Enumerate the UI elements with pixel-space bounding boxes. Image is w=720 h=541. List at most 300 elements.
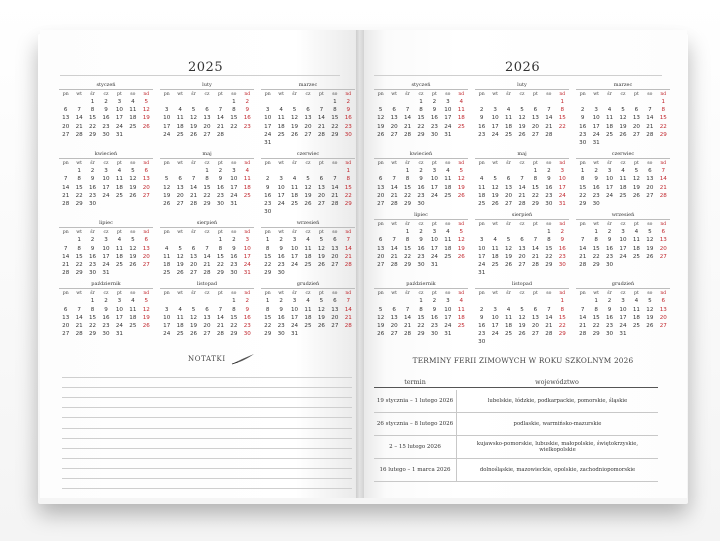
- day-cell: 26: [518, 331, 526, 338]
- day-cell: 23: [89, 262, 97, 269]
- day-cell: 14: [404, 314, 412, 321]
- day-cell: 16: [430, 314, 438, 321]
- day-cell: 3: [594, 107, 598, 114]
- day-cell: 5: [520, 306, 524, 313]
- month-rule: [261, 227, 355, 228]
- day-cell: 16: [592, 184, 600, 191]
- day-cell: 6: [378, 176, 383, 183]
- day-cell: 28: [659, 192, 667, 199]
- empty-cell: [515, 297, 528, 305]
- empty-cell: [328, 208, 341, 216]
- weekday-header: cz: [103, 161, 109, 167]
- day-cell: 8: [547, 237, 551, 244]
- day-cell: 26: [163, 201, 171, 208]
- weekday-header: śr: [506, 92, 511, 97]
- day-cell: 22: [75, 192, 83, 199]
- day-cell: 27: [331, 323, 339, 330]
- day-cell: 10: [243, 245, 251, 252]
- day-cell: 13: [203, 314, 211, 321]
- weekday-header: pn: [62, 230, 69, 236]
- day-cell: 25: [505, 331, 513, 338]
- day-cell: 23: [417, 253, 425, 260]
- month-6: [59, 220, 153, 277]
- weekday-header: pt: [634, 161, 639, 167]
- day-cell: 10: [606, 176, 614, 183]
- month-days: [160, 229, 254, 277]
- day-cell: 6: [392, 107, 396, 114]
- day-cell: 11: [176, 115, 184, 122]
- day-cell: 17: [606, 184, 614, 191]
- day-cell: 21: [404, 123, 412, 130]
- weekday-header: cz: [204, 230, 210, 236]
- break-dates: 26 stycznia – 8 lutego 2026: [374, 413, 457, 435]
- day-cell: 2: [594, 168, 598, 175]
- month-name: luty: [202, 82, 212, 88]
- day-cell: 15: [216, 253, 224, 260]
- weekday-header: pn: [264, 161, 271, 167]
- day-cell: 27: [390, 131, 398, 138]
- month-days: [576, 221, 670, 269]
- day-cell: 22: [545, 253, 553, 260]
- day-cell: 4: [607, 107, 612, 114]
- day-cell: 5: [144, 99, 149, 105]
- day-cell: 17: [102, 184, 110, 191]
- empty-cell: [643, 139, 656, 147]
- empty-cell: [59, 167, 72, 175]
- day-cell: 31: [102, 270, 110, 277]
- month-rule: [576, 158, 670, 159]
- day-cell: 7: [191, 176, 196, 183]
- day-cell: 3: [232, 168, 236, 175]
- empty-cell: [515, 228, 528, 236]
- day-cell: 7: [580, 237, 585, 244]
- day-cell: 12: [632, 176, 640, 183]
- day-cell: 22: [404, 192, 412, 199]
- weekday-header: pt: [117, 291, 122, 297]
- day-cell: 17: [619, 314, 627, 321]
- day-cell: 23: [430, 323, 438, 330]
- day-cell: 31: [558, 201, 566, 208]
- day-cell: 20: [390, 123, 398, 130]
- day-cell: 10: [444, 306, 452, 313]
- day-cell: 25: [277, 131, 285, 138]
- month-2: [261, 82, 355, 147]
- empty-cell: [113, 200, 126, 208]
- day-cell: 4: [292, 176, 297, 183]
- day-cell: 30: [430, 131, 438, 138]
- day-cell: 9: [218, 176, 223, 183]
- month-rule: [160, 227, 254, 228]
- day-cell: 3: [493, 107, 497, 114]
- day-cell: 21: [75, 123, 83, 130]
- day-cell: 9: [607, 237, 612, 244]
- weekday-header: cz: [519, 161, 525, 167]
- day-cell: 23: [579, 131, 587, 138]
- empty-cell: [126, 330, 139, 338]
- weekday-header: śr: [191, 161, 196, 167]
- day-cell: 13: [531, 115, 539, 122]
- day-cell: 15: [230, 314, 238, 321]
- day-cell: 14: [62, 184, 70, 191]
- weekday-header: wt: [593, 92, 600, 97]
- day-cell: 21: [390, 192, 398, 199]
- day-cell: 28: [404, 131, 412, 138]
- day-cell: 21: [531, 253, 539, 260]
- day-cell: 2: [265, 176, 270, 183]
- day-cell: 25: [115, 192, 123, 199]
- day-cell: 15: [579, 184, 587, 191]
- weekday-header: pt: [634, 291, 639, 297]
- month-name: maj: [202, 151, 212, 158]
- empty-cell: [173, 98, 186, 106]
- day-cell: 8: [265, 245, 270, 252]
- day-cell: 27: [390, 331, 398, 338]
- day-cell: 1: [218, 237, 223, 244]
- weekday-header: wt: [391, 291, 398, 297]
- day-cell: 18: [457, 314, 465, 321]
- weekday-header: nd: [559, 291, 566, 297]
- day-cell: 27: [317, 201, 325, 208]
- day-cell: 20: [203, 323, 211, 330]
- month-9: [374, 281, 468, 346]
- day-cell: 27: [190, 270, 198, 277]
- empty-cell: [288, 139, 301, 147]
- month-rule: [374, 288, 468, 289]
- weekday-header: cz: [305, 161, 311, 167]
- day-cell: 25: [632, 323, 640, 330]
- day-cell: 19: [518, 323, 526, 330]
- day-cell: 23: [430, 123, 438, 130]
- day-cell: 1: [661, 99, 666, 105]
- day-cell: 27: [203, 131, 211, 138]
- day-cell: 16: [545, 184, 553, 191]
- day-cell: 29: [89, 331, 97, 338]
- day-cell: 16: [243, 115, 251, 122]
- weekday-header: śr: [506, 161, 511, 167]
- day-cell: 28: [646, 131, 654, 138]
- day-cell: 21: [62, 192, 70, 199]
- weekday-header: so: [445, 161, 451, 167]
- day-cell: 1: [265, 298, 270, 305]
- month-days: [475, 290, 569, 346]
- day-cell: 28: [344, 323, 352, 330]
- day-cell: 16: [558, 245, 566, 252]
- day-cell: 3: [432, 229, 437, 236]
- day-cell: 18: [457, 115, 465, 122]
- year-heading: 2025: [188, 60, 224, 75]
- day-cell: 17: [115, 115, 123, 122]
- month-8: [576, 212, 670, 277]
- month-days: [59, 290, 153, 338]
- day-cell: 18: [619, 184, 627, 191]
- empty-cell: [301, 139, 314, 147]
- empty-cell: [301, 330, 314, 338]
- day-cell: 23: [478, 331, 486, 338]
- day-cell: 5: [378, 306, 383, 313]
- day-cell: 25: [491, 262, 499, 269]
- empty-cell: [475, 98, 488, 106]
- month-name: październik: [406, 281, 436, 288]
- empty-cell: [657, 200, 670, 208]
- day-cell: 18: [115, 253, 123, 260]
- day-cell: 5: [459, 168, 464, 175]
- day-cell: 15: [404, 245, 412, 252]
- day-cell: 13: [505, 184, 513, 191]
- day-cell: 25: [606, 131, 614, 138]
- month-7: [160, 220, 254, 277]
- month-rule: [576, 219, 670, 220]
- day-cell: 22: [230, 323, 238, 330]
- day-cell: 29: [659, 131, 667, 138]
- weekday-header: nd: [660, 92, 667, 97]
- day-cell: 3: [493, 306, 497, 313]
- day-cell: 23: [606, 253, 614, 260]
- day-cell: 7: [63, 176, 68, 183]
- header-rule: [374, 387, 658, 388]
- empty-cell: [374, 98, 387, 106]
- day-cell: 1: [594, 298, 598, 305]
- month-name: kwiecień: [409, 151, 433, 158]
- day-cell: 31: [291, 331, 299, 338]
- day-cell: 17: [491, 323, 499, 330]
- weekday-header: pt: [634, 222, 639, 228]
- day-cell: 2: [547, 168, 551, 175]
- empty-cell: [342, 139, 355, 147]
- month-rule: [261, 288, 355, 289]
- day-cell: 19: [129, 253, 137, 260]
- day-cell: 8: [594, 306, 598, 313]
- day-cell: 13: [531, 314, 539, 321]
- day-cell: 16: [478, 323, 486, 330]
- day-cell: 16: [102, 115, 110, 122]
- month-11: [576, 281, 670, 346]
- day-cell: 2: [90, 237, 95, 244]
- empty-cell: [441, 261, 454, 269]
- day-cell: 24: [558, 192, 566, 199]
- notes-lines: [62, 368, 352, 489]
- weekday-header: nd: [244, 230, 251, 236]
- day-cell: 5: [319, 237, 324, 244]
- break-regions: podlaskie, warmińsko-mazurskie: [513, 421, 602, 427]
- day-cell: 9: [594, 176, 598, 183]
- day-cell: 13: [203, 115, 211, 122]
- empty-cell: [502, 228, 515, 236]
- day-cell: 15: [531, 184, 539, 191]
- day-cell: 29: [89, 131, 97, 138]
- day-cell: 29: [579, 201, 587, 208]
- empty-cell: [315, 269, 328, 277]
- day-cell: 7: [77, 306, 81, 313]
- day-cell: 6: [533, 107, 538, 114]
- day-cell: 5: [144, 298, 149, 305]
- day-cell: 12: [291, 115, 299, 122]
- empty-cell: [140, 131, 153, 139]
- weekday-header: so: [332, 291, 338, 297]
- day-cell: 3: [292, 237, 297, 244]
- weekday-header: pt: [117, 230, 122, 236]
- winter-break-row: [374, 436, 658, 459]
- day-cell: 27: [518, 262, 526, 269]
- day-cell: 24: [444, 323, 452, 330]
- day-cell: 23: [592, 192, 600, 199]
- day-cell: 4: [164, 245, 169, 252]
- weekday-header: so: [647, 161, 653, 167]
- day-cell: 3: [432, 168, 437, 175]
- empty-cell: [99, 200, 112, 208]
- day-cell: 5: [648, 229, 652, 236]
- note-line: [62, 479, 352, 489]
- weekday-header: wt: [593, 291, 600, 297]
- day-cell: 26: [176, 270, 184, 277]
- day-cell: 15: [89, 314, 97, 321]
- weekday-header: pn: [377, 161, 384, 167]
- weekday-header: so: [647, 291, 653, 297]
- day-cell: 5: [520, 107, 524, 114]
- empty-cell: [657, 139, 670, 147]
- weekday-header: śr: [90, 92, 95, 97]
- weekday-header: pt: [634, 92, 639, 97]
- month-name: czerwiec: [611, 151, 635, 158]
- day-cell: 27: [304, 131, 312, 138]
- empty-cell: [173, 297, 186, 305]
- day-cell: 27: [531, 331, 539, 338]
- day-cell: 9: [90, 176, 95, 183]
- day-cell: 23: [558, 253, 566, 260]
- day-cell: 24: [291, 323, 299, 330]
- month-name: marzec: [298, 82, 318, 88]
- weekday-header: pt: [319, 291, 324, 297]
- day-cell: 1: [333, 99, 337, 105]
- day-cell: 24: [102, 262, 110, 269]
- month-rule: [374, 158, 468, 159]
- day-cell: 22: [579, 192, 587, 199]
- empty-cell: [529, 98, 542, 106]
- day-cell: 7: [346, 237, 351, 244]
- weekday-header: nd: [143, 230, 150, 236]
- empty-cell: [630, 98, 643, 106]
- day-cell: 3: [560, 168, 565, 175]
- day-cell: 17: [102, 253, 110, 260]
- day-cell: 30: [606, 331, 614, 338]
- weekday-header: wt: [76, 230, 83, 236]
- day-cell: 14: [62, 253, 70, 260]
- weekday-header: pt: [432, 291, 437, 297]
- month-2: [576, 82, 670, 147]
- weekday-header: pt: [533, 161, 538, 167]
- month-rule: [475, 219, 569, 220]
- weekday-header: cz: [620, 161, 626, 167]
- day-cell: 10: [264, 115, 272, 122]
- empty-cell: [542, 98, 555, 106]
- empty-cell: [315, 330, 328, 338]
- day-cell: 10: [491, 314, 499, 321]
- day-cell: 7: [392, 176, 396, 183]
- day-cell: 5: [292, 107, 297, 114]
- day-cell: 18: [176, 123, 184, 130]
- month-days: [59, 160, 153, 208]
- day-cell: 6: [144, 237, 149, 244]
- day-cell: 29: [264, 270, 272, 277]
- day-cell: 16: [216, 184, 224, 191]
- day-cell: 2: [104, 99, 108, 105]
- day-cell: 10: [115, 306, 123, 313]
- empty-cell: [274, 167, 287, 175]
- day-cell: 31: [619, 331, 627, 338]
- day-cell: 1: [560, 298, 565, 305]
- day-cell: 26: [505, 262, 513, 269]
- day-cell: 9: [279, 306, 283, 313]
- day-cell: 15: [417, 115, 425, 122]
- day-cell: 26: [291, 131, 299, 138]
- day-cell: 25: [619, 192, 627, 199]
- day-cell: 20: [142, 253, 150, 260]
- empty-cell: [374, 228, 387, 236]
- month-rule: [374, 89, 468, 90]
- day-cell: 21: [390, 253, 398, 260]
- empty-cell: [515, 98, 528, 106]
- day-cell: 16: [89, 253, 97, 260]
- day-cell: 5: [378, 107, 383, 114]
- day-cell: 14: [331, 184, 339, 191]
- day-cell: 29: [545, 262, 553, 269]
- day-cell: 28: [390, 262, 398, 269]
- day-cell: 14: [190, 184, 198, 191]
- day-cell: 19: [304, 192, 312, 199]
- day-cell: 1: [346, 168, 351, 175]
- day-cell: 7: [205, 245, 209, 252]
- weekday-header: so: [130, 230, 136, 236]
- empty-cell: [288, 208, 301, 216]
- day-cell: 6: [533, 306, 538, 313]
- day-cell: 30: [230, 270, 238, 277]
- weekday-header: pt: [218, 161, 223, 167]
- day-cell: 1: [232, 99, 236, 105]
- day-cell: 24: [163, 131, 171, 138]
- day-cell: 22: [417, 123, 425, 130]
- weekday-header: so: [231, 291, 237, 297]
- day-cell: 8: [218, 245, 223, 252]
- day-cell: 7: [218, 107, 223, 114]
- empty-cell: [59, 236, 72, 244]
- month-name: styczeń: [411, 82, 431, 88]
- day-cell: 1: [90, 298, 95, 305]
- day-cell: 17: [444, 314, 452, 321]
- weekday-header: wt: [391, 92, 398, 97]
- day-cell: 14: [390, 184, 398, 191]
- weekday-header: nd: [244, 161, 251, 167]
- empty-cell: [59, 297, 72, 305]
- month-rule: [59, 288, 153, 289]
- day-cell: 19: [646, 245, 654, 252]
- day-cell: 30: [277, 331, 285, 338]
- day-cell: 8: [232, 107, 236, 114]
- month-name: styczeń: [96, 82, 116, 88]
- day-cell: 23: [102, 123, 110, 130]
- day-cell: 4: [178, 306, 182, 313]
- day-cell: 16: [102, 314, 110, 321]
- empty-cell: [630, 139, 643, 147]
- weekday-header: so: [445, 291, 451, 297]
- day-cell: 15: [659, 115, 667, 122]
- day-cell: 12: [129, 245, 137, 252]
- month-6: [374, 212, 468, 277]
- weekday-header: wt: [177, 291, 184, 297]
- day-cell: 30: [592, 201, 600, 208]
- empty-cell: [126, 200, 139, 208]
- day-cell: 2: [104, 298, 108, 305]
- empty-cell: [374, 167, 387, 175]
- weekday-header: śr: [292, 92, 297, 97]
